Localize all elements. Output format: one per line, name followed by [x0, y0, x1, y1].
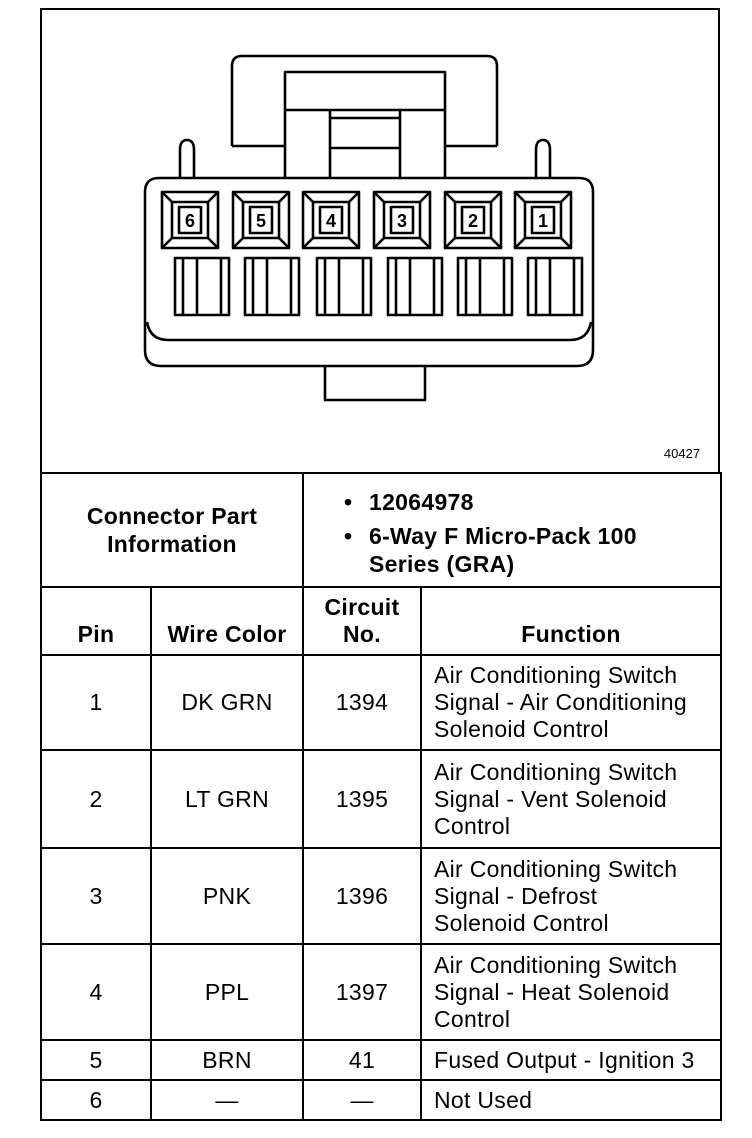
connector-info-label-cell — [41, 473, 303, 587]
function-line: Fused Output - Ignition 3 — [434, 1046, 695, 1073]
header-circuit-no — [303, 587, 421, 655]
function-line: Control — [434, 812, 511, 839]
table-row — [41, 750, 721, 848]
function-cell — [421, 1040, 721, 1080]
connector-description-text — [369, 522, 637, 578]
table-row — [41, 944, 721, 1040]
bullet-icon: • — [344, 523, 353, 549]
function-line: Signal - Heat Solenoid — [434, 978, 670, 1005]
circuit-no-cell: 1396 — [303, 848, 421, 944]
circuit-no-cell: — — [303, 1080, 421, 1120]
lock-slot-pin-6 — [175, 258, 229, 315]
function-cell — [421, 1080, 721, 1120]
left-guide-post — [180, 140, 194, 178]
housing-key-tab — [325, 366, 425, 400]
connector-info-label: Connector Part — [86, 503, 258, 529]
pin-label: 4 — [325, 211, 337, 231]
pin-cell: 4 — [41, 944, 151, 1040]
pin-label: 1 — [537, 211, 549, 231]
latch-inner-frame — [285, 72, 445, 178]
part-number-item — [344, 488, 720, 516]
connector-info-label: Information — [107, 531, 237, 557]
header-circuit-no-line: No. — [343, 621, 381, 647]
latch-center-block — [330, 110, 400, 178]
terminal-faces-row — [162, 192, 571, 248]
latch-outer-outline — [232, 56, 497, 146]
function-line: Signal - Defrost — [434, 882, 598, 909]
bullet-icon: • — [344, 489, 353, 515]
wire-color-cell: — — [151, 1080, 303, 1120]
connector-description-item — [344, 522, 720, 578]
connector-info-row — [41, 473, 721, 587]
table-row — [41, 655, 721, 750]
circuit-no-cell: 1394 — [303, 655, 421, 750]
part-number-text — [369, 488, 474, 516]
wire-color-cell: LT GRN — [151, 750, 303, 848]
wire-color-cell: PPL — [151, 944, 303, 1040]
table-row — [41, 1080, 721, 1120]
pin-label: 3 — [396, 211, 408, 231]
function-cell — [421, 944, 721, 1040]
function-line: Solenoid Control — [434, 716, 609, 742]
right-guide-post — [536, 140, 550, 178]
pin-cell: 2 — [41, 750, 151, 848]
function-line: Air Conditioning Switch — [434, 855, 678, 882]
wire-color-cell: DK GRN — [151, 655, 303, 750]
circuit-no-cell: 1395 — [303, 750, 421, 848]
header-function: Function — [421, 587, 721, 655]
function-line: Air Conditioning Switch — [434, 758, 678, 785]
lock-slot-pin-3 — [388, 258, 442, 315]
pin-cell: 5 — [41, 1040, 151, 1080]
function-cell — [421, 848, 721, 944]
header-pin: Pin — [41, 587, 151, 655]
lock-slot-pin-4 — [317, 258, 371, 315]
pin-label: 5 — [255, 211, 267, 231]
table-header-row — [41, 587, 721, 655]
terminal-lock-slots-row — [175, 258, 582, 315]
part-number: 12064978 — [369, 489, 474, 515]
function-line: Signal - Vent Solenoid — [434, 785, 667, 812]
connector-pinout-table — [40, 472, 722, 1121]
table-row — [41, 1040, 721, 1080]
connector-info-details-cell — [303, 473, 721, 587]
function-line: Air Conditioning Switch — [434, 662, 678, 688]
lock-slot-pin-5 — [245, 258, 299, 315]
circuit-no-cell: 41 — [303, 1040, 421, 1080]
connector-face-view — [0, 0, 752, 473]
wire-color-cell: PNK — [151, 848, 303, 944]
function-line: Control — [434, 1005, 511, 1032]
pin-cell: 6 — [41, 1080, 151, 1120]
header-wire-color: Wire Color — [151, 587, 303, 655]
function-line: Air Conditioning Switch — [434, 951, 678, 978]
connector-description-line: 6-Way F Micro-Pack 100 — [369, 523, 637, 549]
function-line: Solenoid Control — [434, 909, 609, 936]
pin-label: 6 — [184, 211, 196, 231]
pin-cell: 1 — [41, 655, 151, 750]
figure-number: 40427 — [663, 446, 701, 461]
function-line: Signal - Air Conditioning — [434, 689, 687, 715]
lock-slot-pin-1 — [528, 258, 582, 315]
function-cell — [421, 655, 721, 750]
connector-description-line: Series (GRA) — [369, 551, 515, 577]
lock-slot-pin-2 — [458, 258, 512, 315]
function-line: Not Used — [434, 1086, 533, 1113]
table-row — [41, 848, 721, 944]
pin-label: 2 — [467, 211, 479, 231]
wire-color-cell: BRN — [151, 1040, 303, 1080]
pin-number-labels — [185, 211, 548, 231]
housing-lip — [147, 322, 591, 340]
pin-cell: 3 — [41, 848, 151, 944]
header-circuit-no-line: Circuit — [324, 594, 400, 620]
function-cell — [421, 750, 721, 848]
circuit-no-cell: 1397 — [303, 944, 421, 1040]
